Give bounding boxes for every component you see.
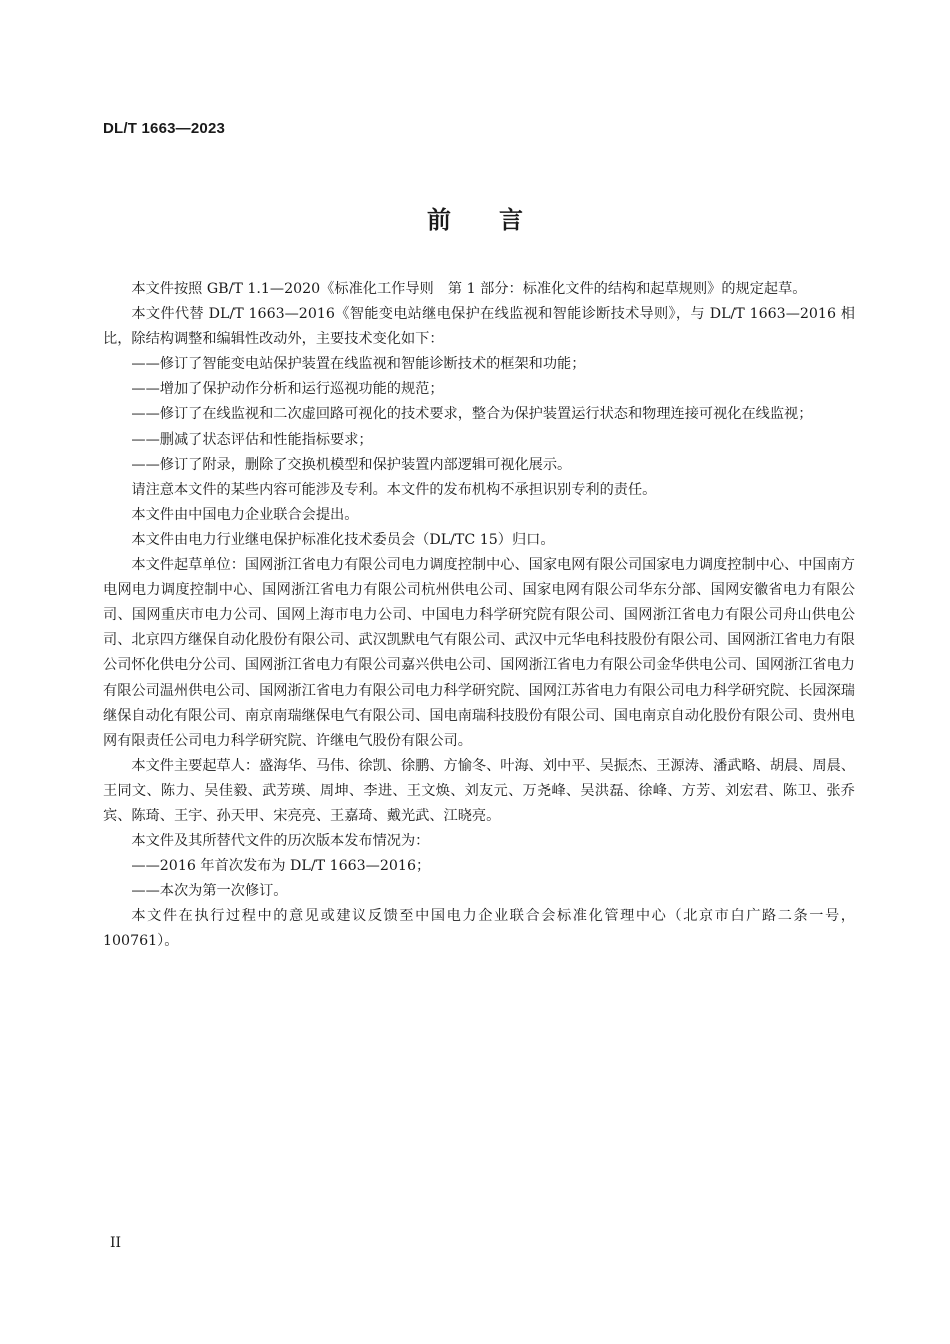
- paragraph-proposer: 本文件由中国电力企业联合会提出。: [131, 506, 359, 523]
- document-code: DL/T 1663—2023: [103, 120, 226, 137]
- history-item: ——2016 年首次发布为 DL/T 1663—2016；: [131, 858, 431, 875]
- paragraph-feedback: 本文件在执行过程中的意见或建议反馈至中国电力企业联合会标准化管理中心（北京市白广路二条一号，100761）。: [103, 908, 855, 950]
- change-item: ——修订了智能变电站保护装置在线监视和智能诊断技术的框架和功能；: [131, 356, 586, 373]
- page-title: [0, 200, 950, 235]
- paragraph-history: 本文件及其所替代文件的历次版本发布情况为：: [131, 833, 430, 850]
- title-char-2: 言: [499, 206, 523, 234]
- paragraph-committee: 本文件由电力行业继电保护标准化技术委员会（DL/TC 15）归口。: [131, 531, 555, 548]
- foreword-body: [103, 277, 855, 955]
- paragraph-drafters: 本文件主要起草人：盛海华、马伟、徐凯、徐鹏、方愉冬、叶海、刘中平、吴振杰、王源涛、潘武略、胡晨、周晨、王同文、陈力、吴佳毅、武芳瑛、周坤、李进、王文焕、刘友元、万尧峰、吴洪磊、徐峰、方芳、刘宏君、陈卫、张乔宾、陈琦、王宇、孙天甲、宋亮亮、王嘉琦、戴光武、江晓亮。: [103, 757, 855, 824]
- change-item: ——修订了在线监视和二次虚回路可视化的技术要求，整合为保护装置运行状态和物理连接可视化在线监视；: [131, 406, 813, 423]
- change-item: ——修订了附录，删除了交换机模型和保护装置内部逻辑可视化展示。: [131, 456, 572, 473]
- title-char-1: 前: [427, 206, 451, 234]
- change-item: ——增加了保护动作分析和运行巡视功能的规范；: [131, 381, 444, 398]
- paragraph-drafting-units: 本文件起草单位：国网浙江省电力有限公司电力调度控制中心、国家电网有限公司国家电力调度控制中心、中国南方电网电力调度控制中心、国网浙江省电力有限公司杭州供电公司、国家电网有限公司华东分部、国网安徽省电力有限公司、国网重庆市电力公司、国网上海市电力公司、中国电力科学研究院有限公司、国网浙江省电力有限公司舟山供电公司、北京四方继保自动化股份有限公司、武汉凯默电气有限公司、武汉中元华电科技股份有限公司、国网浙江省电力有限公司怀化供电分公司、国网浙江省电力有限公司嘉兴供电公司、国网浙江省电力有限公司金华供电公司、国网浙江省电力有限公司温州供电公司、国网浙江省电力有限公司电力科学研究院、国网江苏省电力有限公司电力科学研究院、长园深瑞继保自动化有限公司、南京南瑞继保电气有限公司、国电南瑞科技股份有限公司、国电南京自动化股份有限公司、贵州电网有限责任公司电力科学研究院、许继电气股份有限公司。: [103, 557, 855, 749]
- paragraph-replacement: 本文件代替 DL/T 1663—2016《智能变电站继电保护在线监视和智能诊断技术导则》，与 DL/T 1663—2016 相比，除结构调整和编辑性改动外，主要技术变化如下：: [103, 306, 855, 348]
- history-item: ——本次为第一次修订。: [131, 883, 288, 900]
- paragraph-patent: 请注意本文件的某些内容可能涉及专利。本文件的发布机构不承担识别专利的责任。: [131, 481, 657, 498]
- paragraph-drafting-rule: 本文件按照 GB/T 1.1—2020《标准化工作导则 第 1 部分：标准化文件的结构和起草规则》的规定起草。: [131, 281, 807, 297]
- page-number: II: [110, 1235, 122, 1251]
- change-item: ——删减了状态评估和性能指标要求；: [131, 431, 373, 448]
